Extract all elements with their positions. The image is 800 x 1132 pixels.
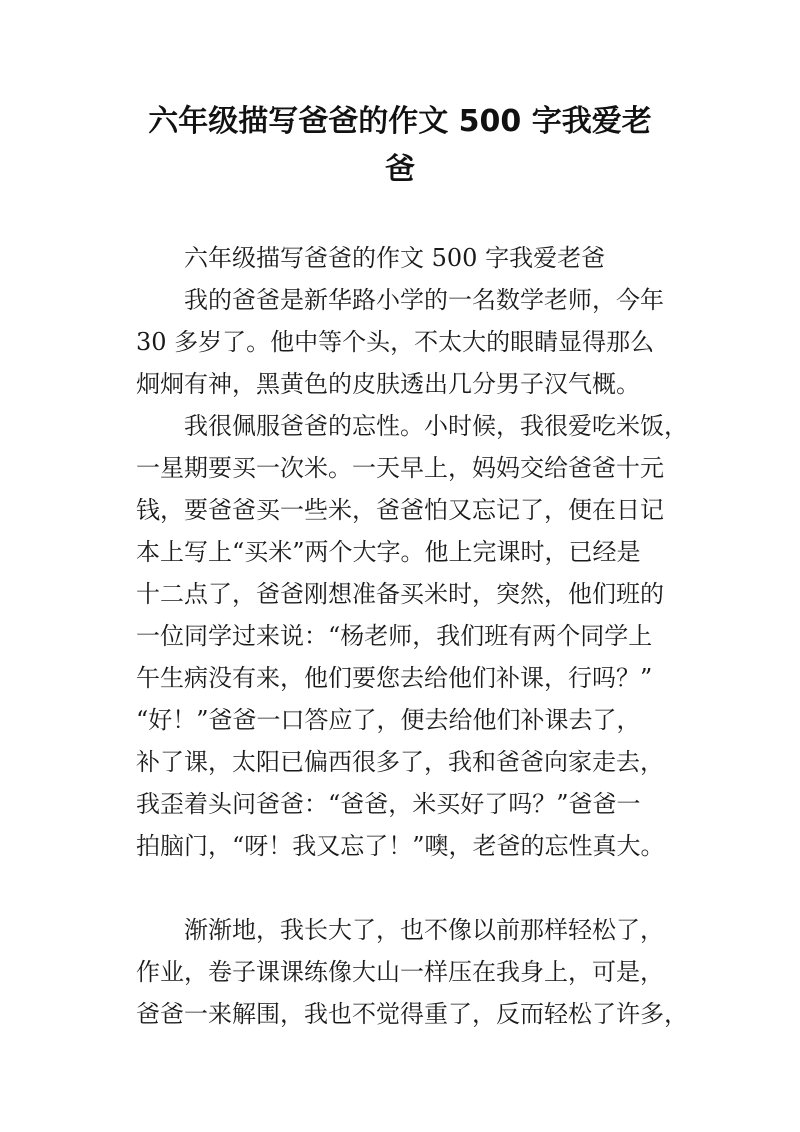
paragraph-line: “好！”爸爸一口答应了，便去给他们补课去了，	[136, 706, 641, 734]
paragraph-line: 一位同学过来说：“杨老师，我们班有两个同学上	[136, 622, 653, 650]
paragraph-line: 渐渐地，我长大了，也不像以前那样轻松了，	[184, 916, 664, 944]
document-title	[120, 98, 680, 194]
paragraph-line: 本上写上“买米”两个大字。他上完课时，已经是	[136, 538, 641, 566]
document-body	[136, 237, 688, 1035]
paragraph-line: 30 多岁了。他中等个头，不太大的眼睛显得那么	[136, 328, 655, 356]
paragraph-line: 一星期要买一次米。一天早上，妈妈交给爸爸十元	[136, 454, 664, 482]
paragraph-line: 我的爸爸是新华路小学的一名数学老师，今年	[184, 286, 664, 314]
title-line: 六年级描写爸爸的作文 500 字我爱老	[148, 104, 652, 139]
paragraph-line: 十二点了，爸爸刚想准备买米时，突然，他们班的	[136, 580, 664, 608]
paragraph-gap	[136, 867, 676, 909]
paragraph-line: 作业，卷子课课练像大山一样压在我身上，可是，	[136, 958, 664, 986]
paragraph-line: 我歪着头问爸爸：“爸爸，米买好了吗？”爸爸一	[136, 790, 641, 818]
paragraph-line: 爸爸一来解围，我也不觉得重了，反而轻松了许多，	[136, 1000, 688, 1028]
paragraph-line: 拍脑门，“呀！我又忘了！”噢，老爸的忘性真大。	[136, 832, 665, 860]
subtitle-line: 六年级描写爸爸的作文 500 字我爱老爸	[184, 244, 606, 272]
paragraph-line: 炯炯有神，黑黄色的皮肤透出几分男子汉气概。	[136, 370, 640, 398]
paragraph-line: 补了课，太阳已偏西很多了，我和爸爸向家走去，	[136, 748, 664, 776]
paragraph-line: 我很佩服爸爸的忘性。小时候，我很爱吃米饭，	[184, 412, 688, 440]
paragraph-line: 午生病没有来，他们要您去给他们补课，行吗？”	[136, 664, 653, 692]
title-line: 爸	[385, 152, 415, 187]
paragraph-line: 钱，要爸爸买一些米，爸爸怕又忘记了，便在日记	[136, 496, 664, 524]
